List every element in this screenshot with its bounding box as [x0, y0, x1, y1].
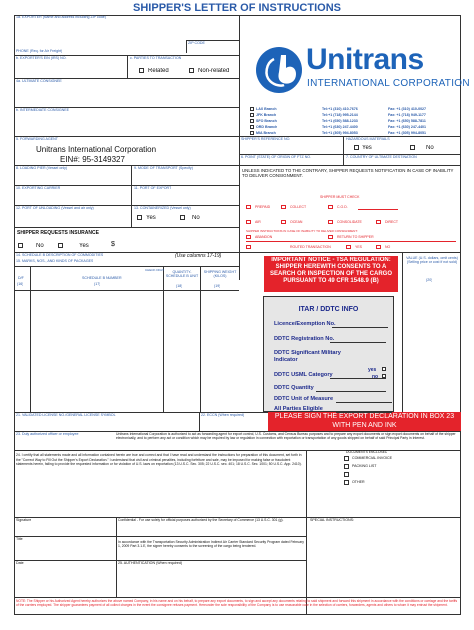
sched-no-num: (17)	[94, 282, 101, 286]
itar-field-label: DDTC Unit of Measure	[274, 396, 334, 402]
branch-fax: Fax: +1 (310) 410-0027	[388, 106, 427, 111]
ultimate-consignee-label: 4a. ULTIMATE CONSIGNEE	[16, 79, 62, 83]
forwarding-agent-label: 5. FORWARDING AGENT	[16, 137, 58, 141]
itar-field-label: Licence/Exemption No.	[274, 321, 336, 327]
itar-field-label: DDTC Registration No.	[274, 336, 335, 342]
branch-name: ORD Branch	[256, 124, 278, 129]
containerized-label: 13. CONTAINERIZED (Vessel only)	[134, 206, 191, 210]
direct-checkbox[interactable]	[376, 220, 381, 224]
routed-no-label: NO	[385, 245, 391, 249]
containerized-no-checkbox[interactable]	[180, 215, 185, 220]
return-checkbox[interactable]	[328, 235, 333, 239]
abandon-label: ABANDON	[255, 235, 273, 239]
hazmat-no-checkbox[interactable]	[410, 145, 415, 150]
prepaid-checkbox[interactable]	[246, 205, 251, 209]
quantity-num: (18)	[176, 284, 183, 288]
phone-label: PHONE (Req. for Air Freight)	[16, 49, 63, 53]
doc-checkbox[interactable]	[344, 480, 349, 485]
eccn-label: 22. ECCN (When required)	[201, 413, 245, 417]
unless-text: UNLESS INDICATED TO THE CONTRARY, SHIPPER REQUESTS NOTIFICATION IN CASE OF INABILITY TO DELIVER CONSIGNMENT.	[242, 168, 454, 179]
insurance-yes-checkbox[interactable]	[58, 243, 63, 248]
special-instructions-field[interactable]	[308, 524, 460, 596]
non-related-label: Non-related	[198, 68, 230, 74]
authentication-label: 25. AUTHENTICATION (When required)	[118, 561, 183, 565]
routed-yes-checkbox[interactable]	[346, 245, 351, 249]
weight-label: SHIPPING WEIGHT (KILOS)	[203, 270, 237, 279]
itar-title: ITAR / DDTC INFO	[298, 306, 359, 313]
df-num: (16)	[17, 282, 24, 286]
routed-yes-label: YES	[355, 245, 363, 249]
itar-field-line[interactable]	[336, 412, 392, 413]
branch-checkbox[interactable]	[250, 119, 254, 123]
logo-subtitle: INTERNATIONAL CORPORATION	[307, 78, 470, 89]
docs-enclosed-label: DOCUMENTS ENCLOSED	[346, 450, 388, 454]
ocean-checkbox[interactable]	[281, 220, 286, 224]
branch-tel: Tel:+1 (630) 247-4400	[322, 124, 358, 129]
zip-label: ZIP CODE	[188, 41, 205, 45]
logo-name: Unitrans	[306, 44, 424, 76]
itar-yes-checkbox[interactable]	[382, 367, 386, 371]
exporter-label: 1a. EXPORTER (Name and address including ZIP code)	[16, 15, 106, 19]
branch-tel: Tel:+1 (305) 994-8053	[322, 130, 358, 135]
branch-name: MIA Branch	[256, 130, 276, 135]
insurance-no-checkbox[interactable]	[18, 243, 23, 248]
authorization-text: Unitrans International Corporation is authorized to act as forwarding agent for export control, U.S. Customs, and Census Bureau purposes and to prepare any export documents or sign export documents on behalf of the shipper electronically, and to perform any act or condition which may be required by law or regulation in connection with exportation or transportation of any goods shipped on behalf of said Principal Party in Interest.	[116, 432, 456, 441]
port-unloading-label: 12. PORT OF UNLOADING (Vessel and air only)	[16, 206, 94, 210]
date-label: Date	[16, 561, 24, 565]
routed-checkbox[interactable]	[246, 245, 251, 249]
itar-field-line[interactable]	[330, 378, 386, 379]
quantity-label: QUANTITY-SCHEDULE B UNIT	[165, 270, 199, 279]
branch-name: JFK Branch	[256, 112, 277, 117]
exporting-carrier-label: 10. EXPORTING CARRIER	[16, 186, 61, 190]
branch-fax: Fax: +1 (630) 247-4401	[388, 124, 427, 129]
country-label: 7. COUNTRY OF ULTIMATE DESTINATION	[346, 155, 417, 159]
itar-field-line[interactable]	[336, 402, 392, 403]
cod-label: C.O.D.	[337, 205, 348, 209]
branch-name: LAX Branch	[256, 106, 277, 111]
direct-label: DIRECT	[385, 220, 399, 224]
tsa-notice: IMPORTANT NOTICE - TSA REGULATION: SHIPPER HEREWITH CONSENTS TO A SEARCH OR INSPECTION OF THE CARGO PURSUANT TO 49 CFR 1548.9 (B)	[269, 257, 392, 284]
branch-checkbox[interactable]	[250, 131, 254, 135]
form-title: SHIPPER'S LETTER OF INSTRUCTIONS	[133, 2, 341, 14]
marks-label: 15. MARKS, NOS., AND KINDS OF PACKAGES	[16, 259, 94, 263]
prepaid-label: PREPAID	[255, 205, 271, 209]
air-label: AIR	[255, 220, 261, 224]
branch-fax: Fax: +1 (650) 588-7811	[388, 118, 426, 123]
related-label: Related	[148, 68, 169, 74]
doc-label: OTHER	[352, 480, 365, 484]
intermediate-consignee-field[interactable]	[15, 113, 238, 135]
doc-checkbox[interactable]	[344, 464, 349, 469]
ocean-label: OCEAN	[290, 220, 303, 224]
special-instructions-label: SPECIAL INSTRUCTIONS:	[310, 518, 354, 522]
itar-field-line[interactable]	[316, 391, 386, 392]
insurance-label: SHIPPER REQUESTS INSURANCE	[17, 230, 99, 236]
shipper-check-title: SHIPPER MUST CHECK	[320, 195, 360, 199]
unitrans-logo-icon	[254, 45, 304, 95]
itar-field-line[interactable]	[332, 327, 388, 328]
signature-field[interactable]	[15, 524, 115, 536]
itar-field-label: DDTC Significant Military Indicator	[274, 350, 341, 363]
use-columns-label: (Use columns 17-19)	[175, 253, 222, 259]
parties-label: c. PARTIES TO TRANSACTION	[130, 56, 182, 60]
itar-field-label: All Parties Eligible	[274, 406, 323, 412]
itar-field-label: DDTC Quantity	[274, 385, 314, 391]
commodity-rows[interactable]	[15, 291, 238, 411]
insurance-no-label: No	[36, 243, 44, 249]
authorization-label: 23. Duly authorized officer or employee	[16, 432, 79, 436]
confidential-text: Confidential - For use solely for official purposes authorized by the Secretary of Commerce (13 U.S.C. 301 (g).	[118, 518, 284, 522]
intermediate-consignee-label: b. INTERMEDIATE CONSIGNEE	[16, 108, 70, 112]
abandon-checkbox[interactable]	[246, 235, 251, 239]
footer-note: NOTE: The Shipper or his Authorized Agent hereby authorizes the above named Company, in his name and on his behalf, to prepare any export documents, to sign and accept any documents relating to said shipment and forward this shipment in accordance with the conditions or carriage and the tariffs of the carriers employed. The shipper guarantees payment of all collect charges in the event the consignee refuses payment. Hereunder the sole responsibility of the Company is to use reasonable care in the selection of carriers, forwarders, agents and others to whom it may entrust the shipment.	[16, 599, 458, 608]
shipper-ref-label: SHIPPER'S REFERENCE NO.	[241, 137, 291, 141]
branch-tel: Tel:+1 (718) 995-2144	[322, 112, 358, 117]
branch-tel: Tel:+1 (310) 410-7676	[322, 106, 358, 111]
return-label: RETURN TO SHIPPER	[337, 235, 374, 239]
branch-fax: Fax: +1 (718) 949-1177	[388, 112, 426, 117]
tsa-consent-text: In accordance with the Transportation Security Administration Indirect Air Carrier Standard Security Program dated February 1, 2009 Part 3.1.E, the signer hereby consents to the screening of the cargo being tendered.	[118, 540, 304, 549]
exporter-field[interactable]	[15, 20, 185, 40]
branch-checkbox[interactable]	[250, 113, 254, 117]
mode-label: 9. MODE OF TRANSPORT (Specify)	[134, 166, 193, 170]
port-export-label: 11. PORT OF EXPORT	[134, 186, 172, 190]
sched-no-label: SCHEDULE B NUMBER	[82, 276, 122, 280]
containerized-no-label: No	[192, 215, 200, 221]
weight-num: (19)	[214, 284, 221, 288]
consolidate-checkbox[interactable]	[328, 220, 333, 224]
loading-pier-label: 8. LOADING PIER (Vessel only)	[16, 166, 68, 170]
itar-yes-label: yes	[368, 367, 377, 373]
branch-tel: Tel:+1 (650) 588-1233	[322, 118, 358, 123]
doc-checkbox[interactable]	[344, 456, 349, 461]
certification-text: 24. I certify that all statements made and all information contained herein are true and correct and that I have read and understand the instructions for preparation of this document, set forth in the "Correct Way to Fill Out the Shipper's Export Declaration." I understand that civil and criminal penalties, including forfeiture and sale, may be imposed for making false or fraudulent statements herein, failing to provide the requested information or for violation of U.S. laws on exportation (13 U.S.C. Sec. 305; 22 U.S.C. sec. 401; 18 U.S.C. Sec. 1001; 50 U.S.C. App. 2410).	[16, 453, 302, 467]
itar-no-label: no	[372, 374, 379, 380]
validated-license-label: 21. VALIDATED LICENSE NO./GENERAL LICENSE SYMBOL	[16, 413, 116, 417]
title-label: Title	[16, 537, 23, 541]
ein-label: b. EXPORTER'S EIN (IRS) NO.	[16, 56, 67, 60]
routed-label: ROUTED TRANSACTION	[290, 245, 331, 249]
itar-field-line[interactable]	[330, 342, 386, 343]
related-checkbox[interactable]	[139, 68, 144, 73]
containerized-yes-checkbox[interactable]	[137, 215, 142, 220]
df-label: D/F	[18, 276, 24, 280]
cod-checkbox[interactable]	[328, 205, 333, 209]
shipper-note: SHIPPER INSTRUCTIONS IN CASE OF INABILITY TO DELIVER CONSIGNMENT:	[246, 229, 358, 233]
itar-field-label: DDTC USML Category	[274, 372, 333, 378]
branch-checkbox[interactable]	[250, 125, 254, 129]
hazmat-yes-label: Yes	[362, 145, 372, 151]
routed-no-checkbox[interactable]	[376, 245, 381, 249]
collect-label: COLLECT	[290, 205, 307, 209]
schedule-b-label: 14. SCHEDULE B DESCRIPTION OF COMMODITIES	[16, 253, 104, 257]
hazmat-yes-checkbox[interactable]	[354, 145, 359, 150]
insurance-amount-field[interactable]	[118, 242, 178, 249]
insurance-dollar: $	[111, 241, 115, 248]
air-checkbox[interactable]	[246, 220, 251, 224]
consolidate-label: CONSOLIDATE	[337, 220, 362, 224]
title-field[interactable]	[15, 543, 115, 560]
declaration-text: PLEASE SIGN THE EXPORT DECLARATION IN BOX 23 WITH PEN AND INK	[274, 413, 455, 429]
branch-checkbox[interactable]	[250, 107, 254, 111]
hazmat-label: HAZARDOUS MATERIALS	[346, 137, 390, 141]
date-field[interactable]	[15, 567, 115, 596]
doc-label: PACKING LIST	[352, 464, 377, 468]
hazmat-no-label: No	[426, 145, 434, 151]
signature-label: Signature	[16, 518, 32, 522]
agent-ein: EIN#: 95-3149327	[60, 155, 125, 164]
value-num: (20)	[426, 278, 433, 282]
point-origin-label: 6. POINT (STATE) OF ORIGIN OF FTZ NO.	[241, 155, 312, 159]
branch-name: SFO Branch	[256, 118, 277, 123]
insurance-yes-label: Yes	[79, 243, 89, 249]
containerized-yes-label: Yes	[146, 215, 156, 221]
branch-fax: Fax: +1 (305) 994-8051	[388, 130, 427, 135]
doc-label: COMMERCIAL INVOICE	[352, 456, 393, 460]
check-digit-label: CHECK DIGIT	[145, 268, 165, 272]
ultimate-consignee-field[interactable]	[15, 84, 238, 106]
value-label: VALUE (U.S. dollars, omit cents) (Selling price or cost if not sold)	[406, 256, 458, 265]
collect-checkbox[interactable]	[281, 205, 286, 209]
doc-checkbox[interactable]	[344, 472, 349, 477]
non-related-checkbox[interactable]	[189, 68, 194, 73]
agent-name: Unitrans International Corporation	[36, 145, 157, 154]
